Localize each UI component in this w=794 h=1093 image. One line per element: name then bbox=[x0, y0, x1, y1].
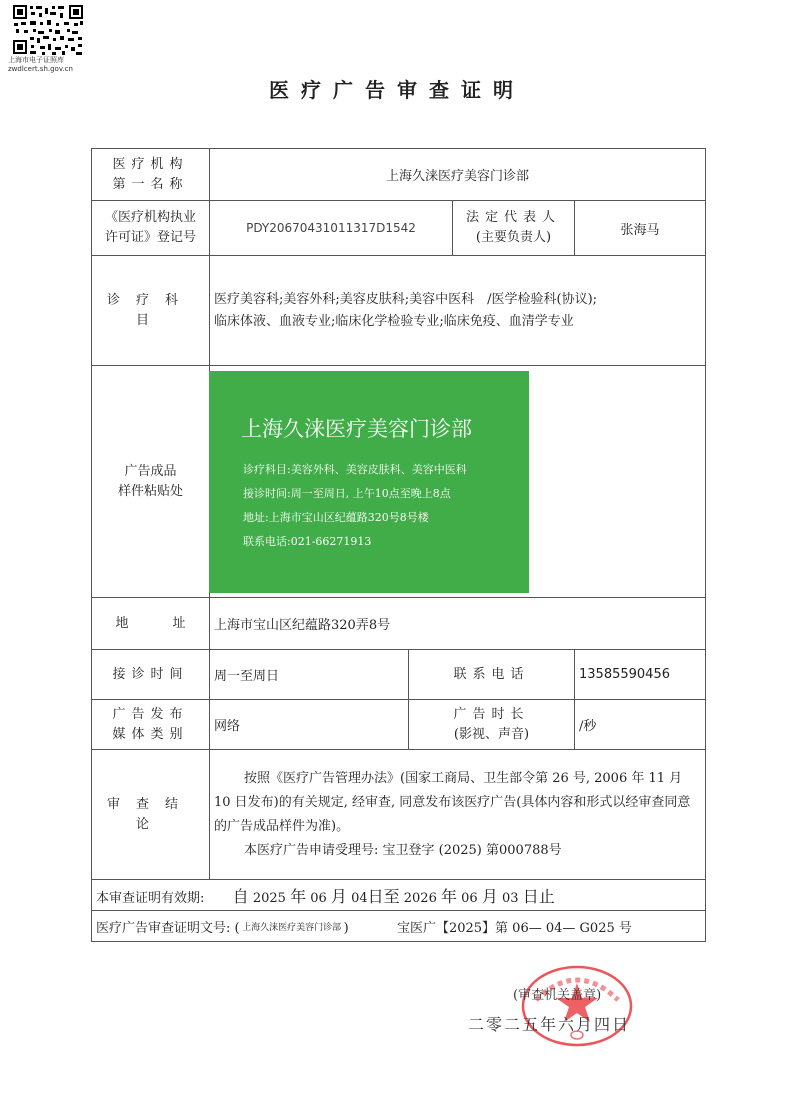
ad-line: 接诊时间:周一至周日, 上午10点至晚上8点 bbox=[243, 486, 451, 500]
ad-sample-image bbox=[209, 371, 529, 593]
institution-row bbox=[92, 149, 706, 201]
institution-label: 医疗机构 第一名称 bbox=[92, 149, 210, 201]
media-value: 网络 bbox=[210, 700, 409, 750]
hours-row bbox=[92, 650, 706, 700]
document-title: 医疗广告审查证明 bbox=[269, 78, 525, 102]
issue-date: 二零二五年六月四日 bbox=[468, 1015, 631, 1034]
ad-title: 上海久涞医疗美容门诊部 bbox=[241, 416, 472, 441]
sample-area bbox=[210, 366, 706, 598]
subjects-row bbox=[92, 256, 706, 366]
subjects-value: 医疗美容科;美容外科;美容皮肤科;美容中医科 /医学检验科(协议); 临床体液、血液专业;临床化学检验专业;临床免疫、血清学专业 bbox=[210, 256, 706, 366]
document-number: 医疗广告审查证明文号: ( 上海久涞医疗美容门诊部 ) 宝医广【2025】第 06— 04— G025 号 bbox=[92, 911, 706, 942]
media-row bbox=[92, 700, 706, 750]
institution-name: 上海久涞医疗美容门诊部 bbox=[210, 149, 706, 201]
conclusion-row bbox=[92, 750, 706, 880]
license-row bbox=[92, 201, 706, 256]
docno-row bbox=[92, 911, 706, 942]
conclusion-label: 审查结论 bbox=[92, 750, 210, 880]
license-number: PDY20670431011317D1542 bbox=[210, 201, 453, 256]
conclusion-text: 按照《医疗广告管理办法》(国家工商局、卫生部令第 26 号, 2006 年 11 月 10 日发布)的有关规定, 经审查, 同意发布该医疗广告(具体内容和形式以经审查同意的广告成品样件为准)。 本医疗广告申请受理号: 宝卫登字 (2025) 第000788号 bbox=[210, 750, 706, 880]
duration-value: /秒 bbox=[575, 700, 706, 750]
sample-label: 广告成品 样件粘贴处 bbox=[92, 366, 210, 598]
media-label: 广告发布 媒体类别 bbox=[92, 700, 210, 750]
signature-note: (审查机关盖章) bbox=[513, 988, 602, 1003]
address-value: 上海市宝山区纪蕴路320弄8号 bbox=[210, 598, 706, 650]
qr-code-icon bbox=[12, 4, 84, 56]
validity-period: 本审查证明有效期: 自 2025 年 06 月 04日至 2026 年 06 月 03 日止 bbox=[92, 880, 706, 911]
license-label: 《医疗机构执业 许可证》登记号 bbox=[92, 201, 210, 256]
validity-row bbox=[92, 880, 706, 911]
qr-caption: 上海市电子证照库 zwdlcert.sh.gov.cn bbox=[8, 56, 73, 73]
address-row bbox=[92, 598, 706, 650]
hours-value: 周一至周日 bbox=[210, 650, 409, 700]
ad-line: 地址:上海市宝山区纪蕴路320号8号楼 bbox=[243, 510, 429, 524]
sample-row bbox=[92, 366, 706, 598]
phone-label: 联系电话 bbox=[409, 650, 575, 700]
ad-line: 诊疗科目:美容外科、美容皮肤科、美容中医科 bbox=[243, 462, 467, 476]
address-label: 地 址 bbox=[92, 598, 210, 650]
certificate-table bbox=[91, 148, 706, 942]
hours-label: 接诊时间 bbox=[92, 650, 210, 700]
legal-rep-label: 法定代表人 (主要负责人) bbox=[453, 201, 575, 256]
legal-rep-name: 张海马 bbox=[575, 201, 706, 256]
duration-label: 广告时长 (影视、声音) bbox=[409, 700, 575, 750]
subjects-label: 诊疗科目 bbox=[92, 256, 210, 366]
phone-value: 13585590456 bbox=[575, 650, 706, 700]
ad-line: 联系电话:021-66271913 bbox=[243, 534, 372, 548]
